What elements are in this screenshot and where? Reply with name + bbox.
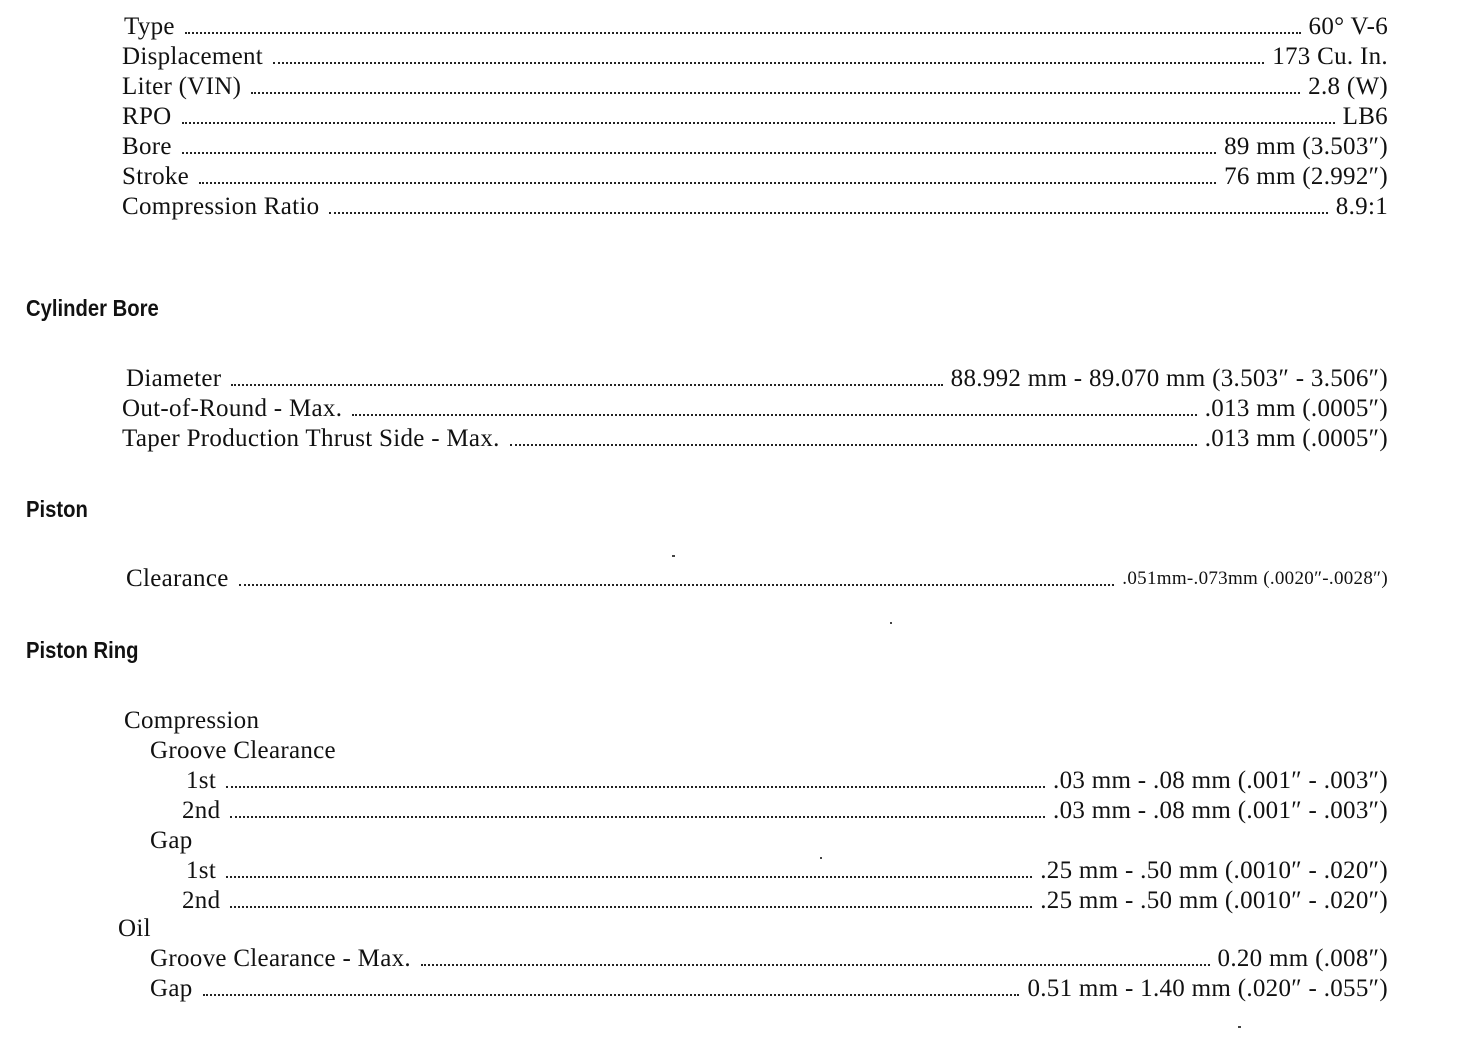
spec-label: Displacement xyxy=(122,43,264,70)
subhead-compression: Compression xyxy=(124,707,260,734)
spec-label: 2nd xyxy=(182,887,221,914)
spec-value: .013 mm (.0005″) xyxy=(1204,395,1388,422)
scan-speck xyxy=(890,622,892,624)
spec-row-diameter xyxy=(126,364,1388,394)
spec-value: 60° V-6 xyxy=(1308,13,1388,40)
spec-label: Bore xyxy=(122,133,172,160)
section-heading-piston-ring: Piston Ring xyxy=(26,637,139,663)
dot-leader xyxy=(251,92,1300,94)
spec-label: RPO xyxy=(122,103,172,130)
spec-value: .013 mm (.0005″) xyxy=(1204,425,1388,452)
dot-leader xyxy=(182,152,1216,154)
dot-leader xyxy=(273,62,1264,64)
dot-leader xyxy=(510,444,1197,446)
spec-label: Taper Production Thrust Side - Max. xyxy=(122,425,500,452)
spec-label: Gap xyxy=(150,975,193,1002)
scan-speck xyxy=(672,555,675,557)
spec-value: 88.992 mm - 89.070 mm (3.503″ - 3.506″) xyxy=(950,365,1388,392)
dot-leader xyxy=(231,384,942,386)
spec-row-compression-gap-2nd xyxy=(182,886,1388,916)
dot-leader xyxy=(421,964,1210,966)
spec-value: 173 Cu. In. xyxy=(1272,43,1388,70)
scan-speck xyxy=(820,857,822,859)
spec-label: Diameter xyxy=(126,365,222,392)
spec-value: .03 mm - .08 mm (.001″ - .003″) xyxy=(1053,797,1388,824)
dot-leader xyxy=(230,816,1045,818)
spec-row-type xyxy=(124,12,1388,42)
spec-row-out-of-round xyxy=(122,394,1388,424)
dot-leader xyxy=(329,212,1327,214)
spec-label: Groove Clearance - Max. xyxy=(150,945,411,972)
spec-row-displacement xyxy=(122,42,1388,72)
spec-label: Compression Ratio xyxy=(122,193,320,220)
spec-label: Clearance xyxy=(126,565,229,592)
spec-label: Type xyxy=(124,13,175,40)
spec-value: .25 mm - .50 mm (.0010″ - .020″) xyxy=(1040,887,1388,914)
spec-row-liter-vin xyxy=(122,72,1388,102)
subhead-groove-clearance: Groove Clearance xyxy=(150,737,336,764)
dot-leader xyxy=(352,414,1196,416)
spec-label: Out-of-Round - Max. xyxy=(122,395,343,422)
spec-value: LB6 xyxy=(1342,103,1388,130)
subhead-gap: Gap xyxy=(150,827,193,854)
dot-leader xyxy=(199,182,1216,184)
spec-value: 0.20 mm (.008″) xyxy=(1217,945,1388,972)
spec-row-compression-groove-1st xyxy=(186,766,1388,796)
spec-value: 89 mm (3.503″) xyxy=(1224,133,1388,160)
dot-leader xyxy=(182,122,1335,124)
dot-leader xyxy=(239,584,1115,586)
spec-row-oil-gap xyxy=(150,974,1388,1004)
dot-leader xyxy=(203,994,1020,996)
spec-value: 8.9:1 xyxy=(1335,193,1388,220)
subhead-oil: Oil xyxy=(118,915,151,942)
section-heading-cylinder-bore: Cylinder Bore xyxy=(26,295,159,321)
spec-value: 0.51 mm - 1.40 mm (.020″ - .055″) xyxy=(1027,975,1388,1002)
spec-row-rpo xyxy=(122,102,1388,132)
dot-leader xyxy=(226,786,1045,788)
spec-row-oil-groove-clearance xyxy=(150,944,1388,974)
spec-value: .051mm-.073mm (.0020″-.0028″) xyxy=(1122,568,1388,589)
scan-speck xyxy=(1238,1026,1241,1028)
spec-row-piston-clearance xyxy=(126,564,1388,594)
spec-label: 1st xyxy=(186,857,217,884)
section-heading-piston: Piston xyxy=(26,496,88,522)
spec-label: 2nd xyxy=(182,797,221,824)
spec-value: 2.8 (W) xyxy=(1308,73,1388,100)
spec-label: 1st xyxy=(186,767,217,794)
dot-leader xyxy=(230,906,1032,908)
spec-value: 76 mm (2.992″) xyxy=(1224,163,1388,190)
dot-leader xyxy=(185,32,1301,34)
spec-value: .03 mm - .08 mm (.001″ - .003″) xyxy=(1053,767,1388,794)
spec-value: .25 mm - .50 mm (.0010″ - .020″) xyxy=(1040,857,1388,884)
spec-row-compression-gap-1st xyxy=(186,856,1388,886)
spec-row-compression-groove-2nd xyxy=(182,796,1388,826)
dot-leader xyxy=(226,876,1032,878)
spec-row-stroke xyxy=(122,162,1388,192)
spec-label: Liter (VIN) xyxy=(122,73,242,100)
spec-row-taper xyxy=(122,424,1388,454)
spec-row-compression-ratio xyxy=(122,192,1388,222)
spec-label: Stroke xyxy=(122,163,190,190)
spec-row-bore xyxy=(122,132,1388,162)
